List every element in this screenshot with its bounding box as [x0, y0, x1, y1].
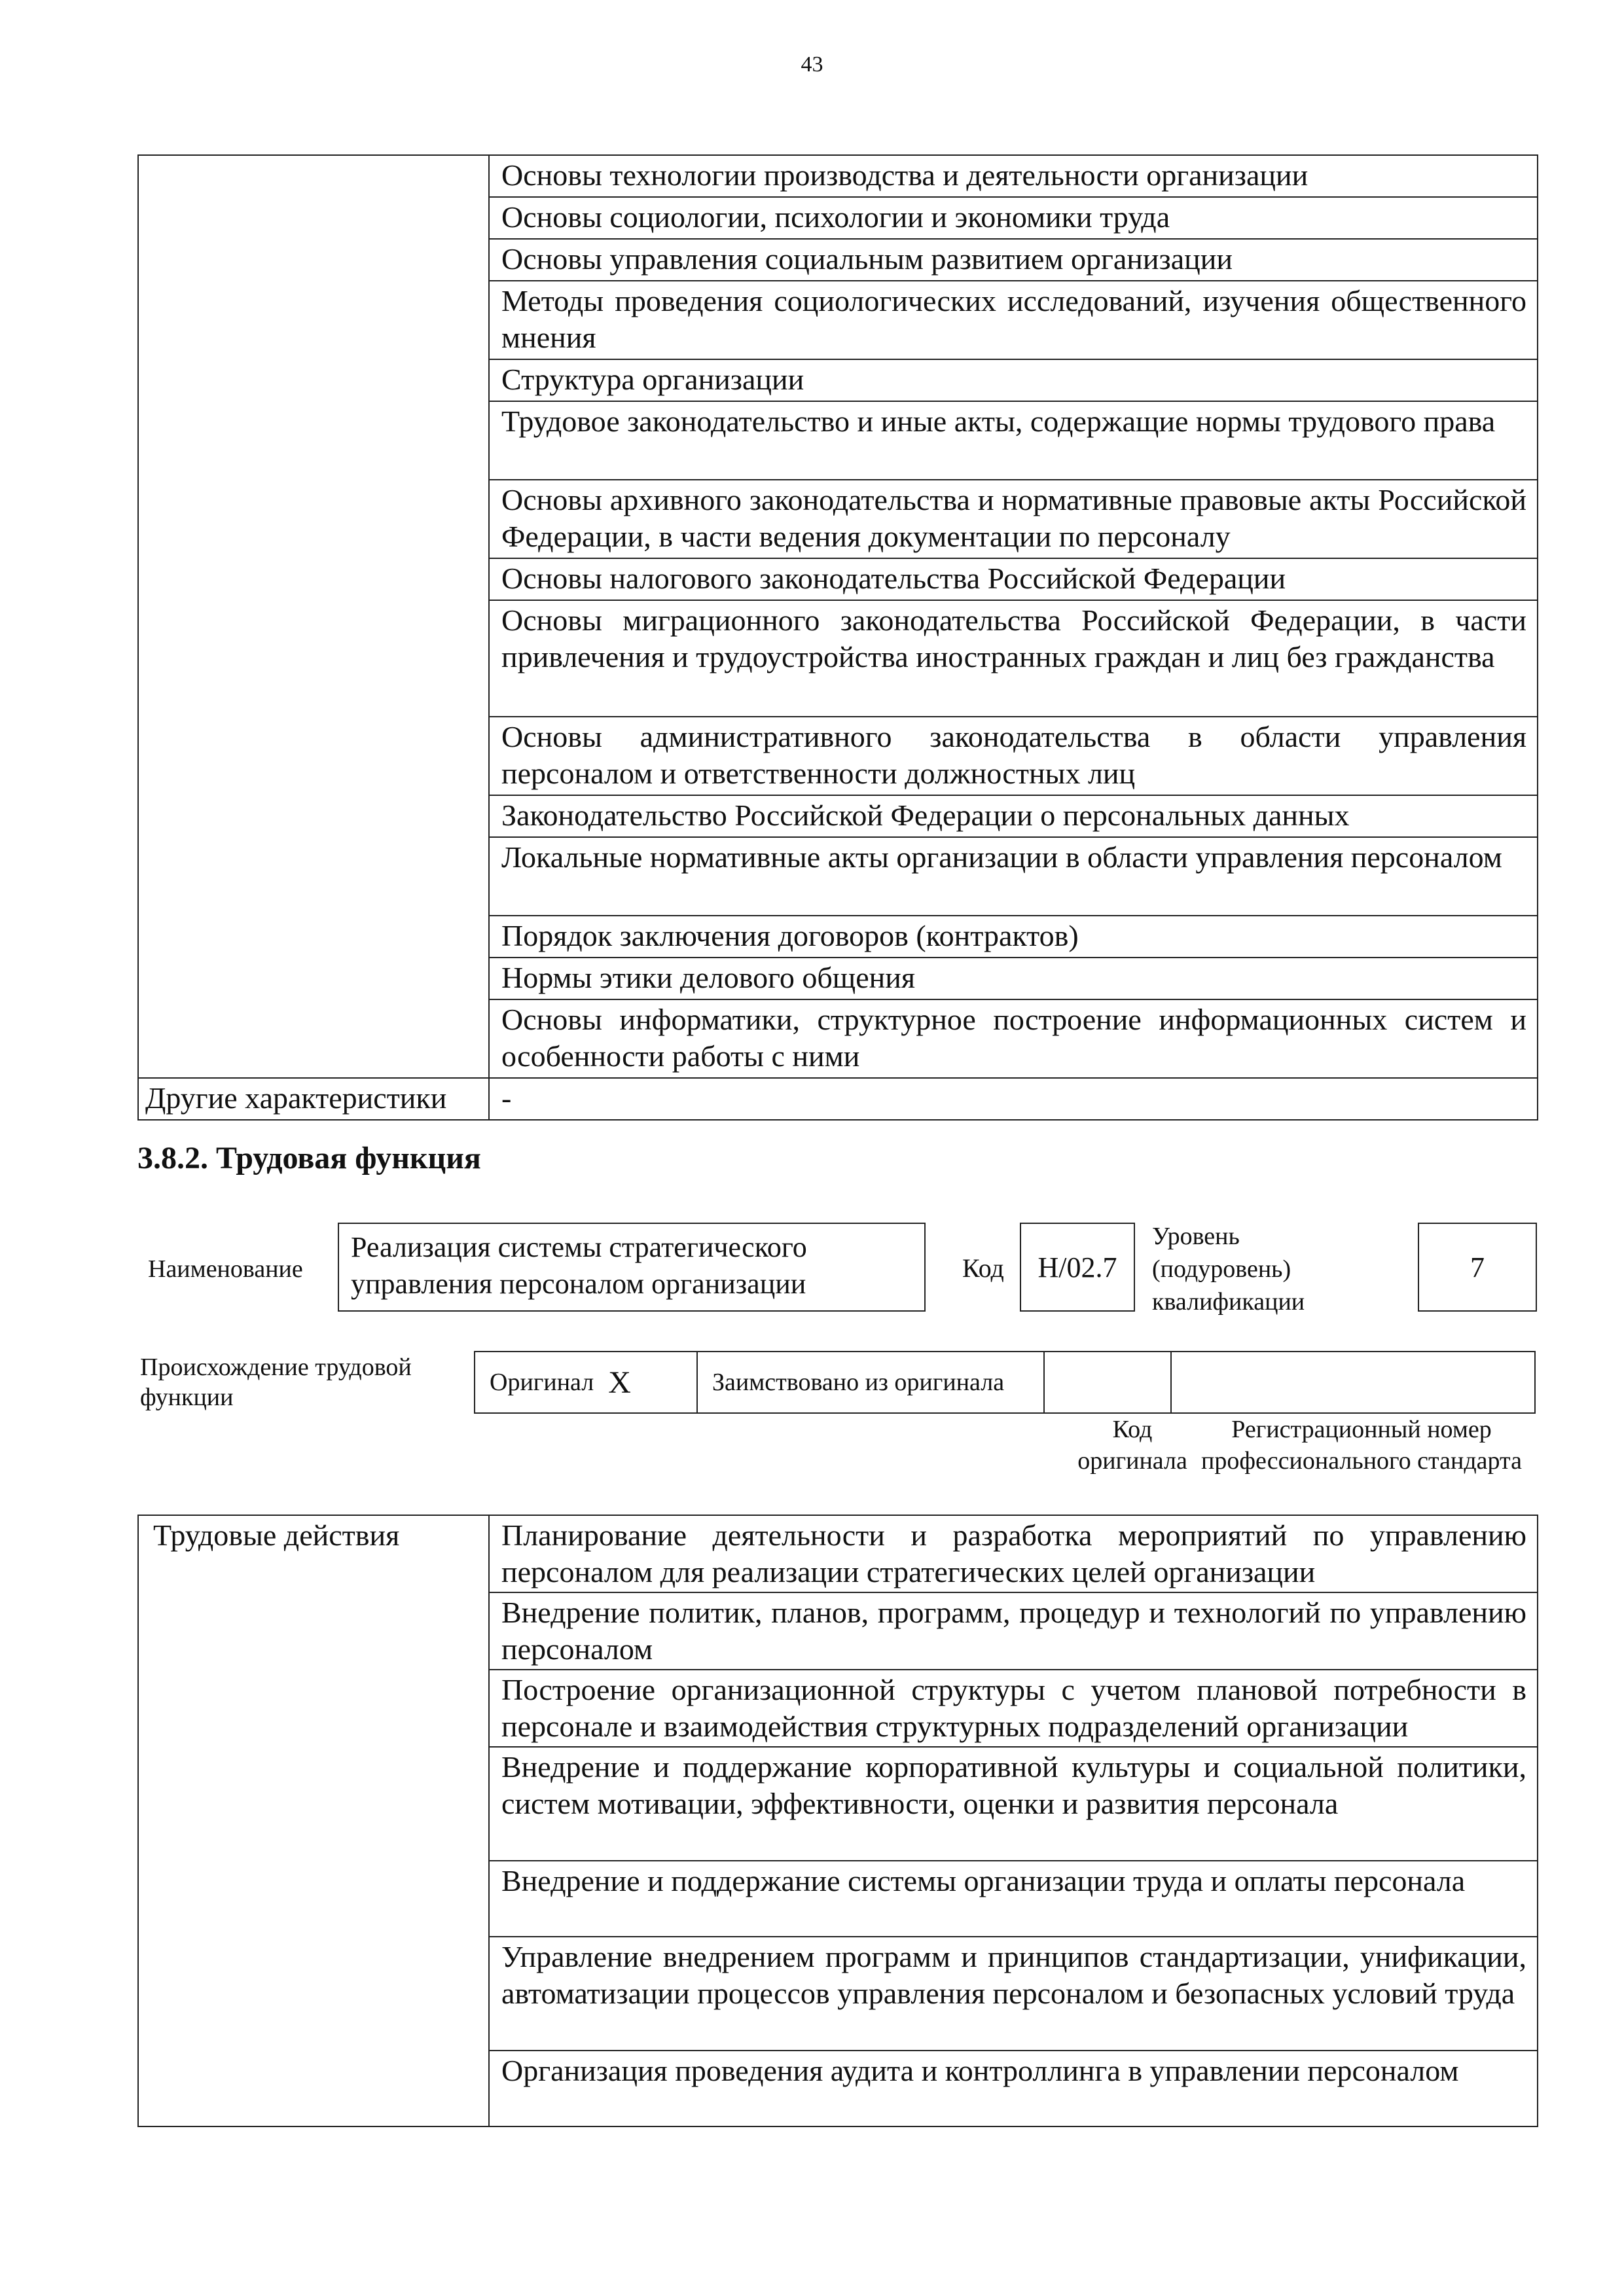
- knowledge-item: Основы налогового законодательства Российской Федерации: [489, 558, 1538, 600]
- knowledge-item: Законодательство Российской Федерации о персональных данных: [489, 795, 1538, 837]
- caption-reg-number: [1178, 1414, 1545, 1477]
- level-label-line: (подуровень): [1152, 1255, 1291, 1283]
- knowledge-item: Локальные нормативные акты организации в области управления персоналом: [489, 837, 1538, 916]
- knowledge-item: Порядок заключения договоров (контрактов): [489, 916, 1538, 958]
- caption-line: Код: [1112, 1416, 1153, 1443]
- labor-actions-table: [137, 1515, 1538, 2127]
- labor-action-item: Внедрение и поддержание системы организации труда и оплаты персонала: [489, 1861, 1538, 1937]
- labor-action-item: Построение организационной структуры с учетом плановой потребности в персонале и взаимодействия структурных подразделений организации: [489, 1670, 1538, 1747]
- knowledge-item: Трудовое законодательство и иные акты, содержащие нормы трудового права: [489, 401, 1538, 480]
- knowledge-item: Основы управления социальным развитием организации: [489, 239, 1538, 281]
- origin-original-label: Оригинал: [490, 1369, 594, 1396]
- knowledge-item: Основы миграционного законодательства Российской Федерации, в части привлечения и трудоустройства иностранных граждан и лиц без гражданства: [489, 600, 1538, 717]
- labor-action-item: Организация проведения аудита и контроллинга в управлении персоналом: [489, 2051, 1538, 2126]
- labor-action-item: Внедрение и поддержание корпоративной культуры и социальной политики, систем мотивации, эффективности, оценки и развития персонала: [489, 1747, 1538, 1861]
- caption-line: Регистрационный номер: [1231, 1416, 1492, 1443]
- other-characteristics-label: Другие характеристики: [138, 1078, 489, 1120]
- level-label: [1152, 1220, 1305, 1318]
- origin-label-line: Происхождение трудовой: [140, 1354, 412, 1381]
- knowledge-item: Основы архивного законодательства и нормативные правовые акты Российской Федерации, в части ведения документации по персоналу: [489, 480, 1538, 558]
- level-label-line: квалификации: [1152, 1288, 1305, 1316]
- labor-action-item: Планирование деятельности и разработка мероприятий по управлению персоналом для реализации стратегических целей организации: [489, 1515, 1538, 1592]
- name-label: Наименование: [148, 1255, 303, 1283]
- origin-row: [474, 1351, 1537, 1414]
- caption-line: профессионального стандарта: [1201, 1447, 1522, 1475]
- caption-line: оригинала: [1077, 1447, 1187, 1475]
- function-name-box: Реализация системы стратегического управления персоналом организации: [338, 1223, 926, 1312]
- origin-label: [140, 1352, 412, 1412]
- knowledge-item: Основы информатики, структурное построение информационных систем и особенности работы с ними: [489, 999, 1538, 1078]
- section-heading: 3.8.2. Трудовая функция: [137, 1141, 481, 1175]
- labor-action-item: Внедрение политик, планов, программ, процедур и технологий по управлению персоналом: [489, 1592, 1538, 1670]
- other-characteristics-value: -: [489, 1078, 1538, 1120]
- knowledge-table: [137, 154, 1538, 1121]
- knowledge-item: Основы административного законодательства в области управления персоналом и ответственности должностных лиц: [489, 717, 1538, 795]
- labor-actions-label: Трудовые действия: [138, 1515, 489, 2126]
- level-label-line: Уровень: [1152, 1223, 1240, 1250]
- origin-reg-number-cell: [1170, 1351, 1536, 1414]
- knowledge-item: Методы проведения социологических исследований, изучения общественного мнения: [489, 281, 1538, 359]
- code-label: Код: [962, 1253, 1004, 1283]
- origin-label-line: функции: [140, 1384, 234, 1411]
- level-value-box: 7: [1418, 1223, 1537, 1312]
- origin-x-mark: X: [608, 1365, 631, 1400]
- knowledge-item: Основы технологии производства и деятельности организации: [489, 155, 1538, 197]
- knowledge-label-cell: [138, 155, 489, 1078]
- origin-borrowed-cell: Заимствовано из оригинала: [696, 1351, 1045, 1414]
- origin-original-cell: [474, 1351, 698, 1414]
- code-value-box: H/02.7: [1020, 1223, 1135, 1312]
- labor-action-item: Управление внедрением программ и принципов стандартизации, унификации, автоматизации процессов управления персоналом и безопасных условий труда: [489, 1937, 1538, 2051]
- origin-code-cell: [1043, 1351, 1172, 1414]
- knowledge-item: Нормы этики делового общения: [489, 958, 1538, 999]
- knowledge-item: Основы социологии, психологии и экономики труда: [489, 197, 1538, 239]
- page-number: 43: [801, 52, 823, 77]
- knowledge-item: Структура организации: [489, 359, 1538, 401]
